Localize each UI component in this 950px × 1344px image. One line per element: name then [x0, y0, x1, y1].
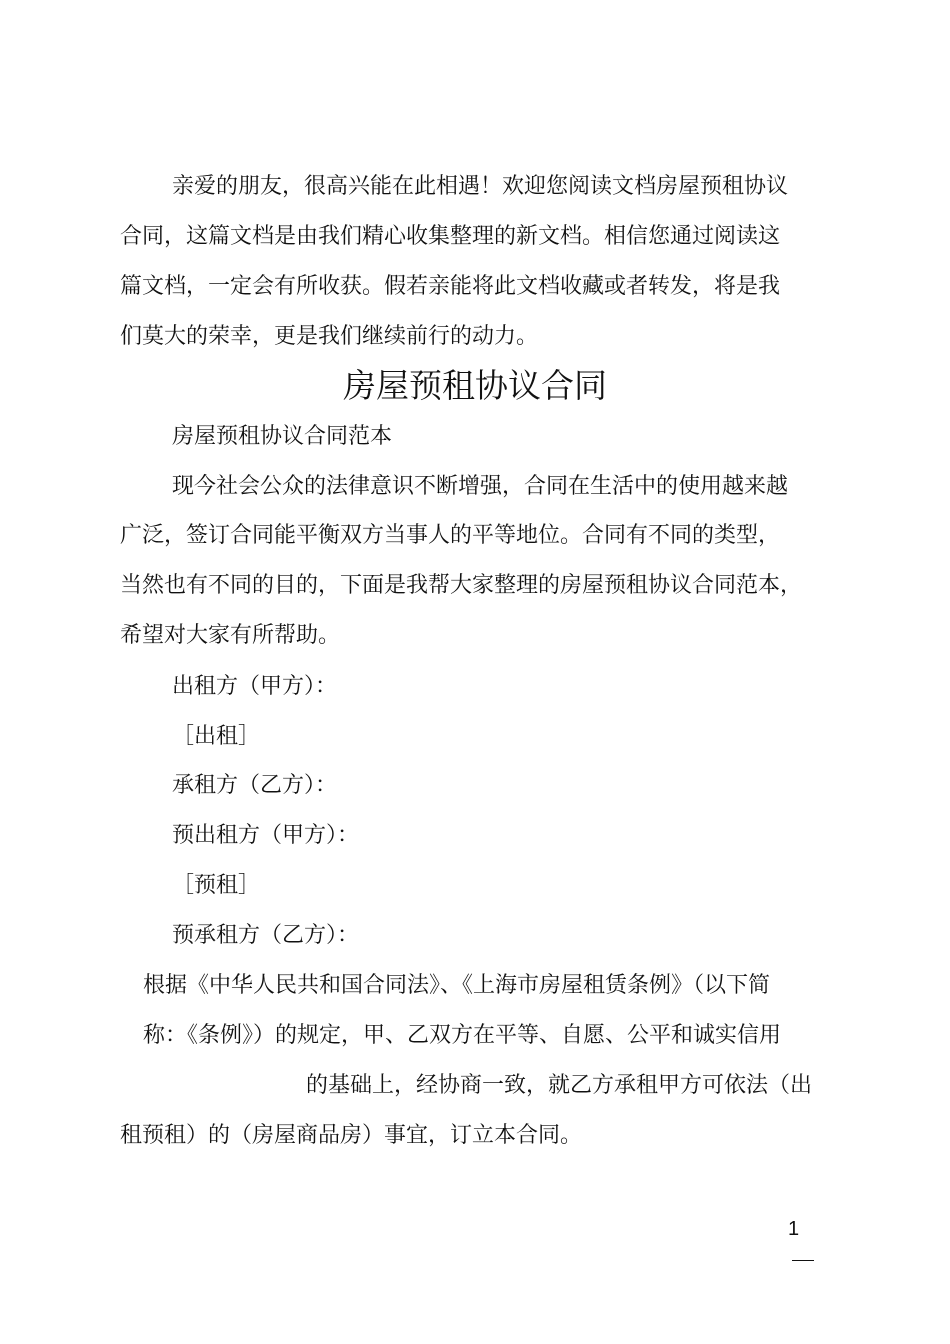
- document-title: 房屋预租协议合同: [343, 366, 607, 405]
- pre-lessor-field: 预出租方（甲方）：: [172, 823, 360, 848]
- para2-line-4: 租预租）的（房屋商品房）事宜，订立本合同。: [120, 1123, 583, 1148]
- para1-line-3: 当然也有不同的目的，下面是我帮大家整理的房屋预租协议合同范本，: [120, 573, 803, 598]
- intro-line-2: 合同，这篇文档是由我们精心收集整理的新文档。相信您通过阅读这: [120, 224, 781, 249]
- para1-line-2: 广泛，签订合同能平衡双方当事人的平等地位。合同有不同的类型，: [120, 523, 781, 548]
- pre-lessee-field: 预承租方（乙方）：: [172, 923, 360, 948]
- intro-line-4: 们莫大的荣幸，更是我们继续前行的动力。: [120, 324, 539, 349]
- para2-line-1: 根据《中华人民共和国合同法》、《上海市房屋租赁条例》（以下简: [143, 973, 771, 998]
- subtitle: 房屋预租协议合同范本: [172, 424, 393, 449]
- prerent-tag: ［预租］: [172, 873, 261, 898]
- intro-line-3: 篇文档，一定会有所收获。假若亲能将此文档收藏或者转发，将是我: [120, 274, 781, 299]
- para1-line-4: 希望对大家有所帮助。: [120, 623, 341, 648]
- para2-line-2: 称：《条例》）的规定，甲、乙双方在平等、自愿、公平和诚实信用: [143, 1023, 782, 1048]
- intro-line-1: 亲爱的朋友，很高兴能在此相遇！欢迎您阅读文档房屋预租协议: [172, 174, 789, 199]
- lessor-field: 出租方（甲方）：: [172, 674, 338, 699]
- para2-line-3: 的基础上，经协商一致，就乙方承租甲方可依法（出: [306, 1073, 813, 1098]
- page-number-rule: [792, 1260, 814, 1261]
- rent-tag: ［出租］: [172, 724, 261, 749]
- page-number: 1: [788, 1218, 800, 1240]
- para1-line-1: 现今社会公众的法律意识不断增强，合同在生活中的使用越来越: [172, 474, 789, 499]
- lessee-field: 承租方（乙方）：: [172, 773, 338, 798]
